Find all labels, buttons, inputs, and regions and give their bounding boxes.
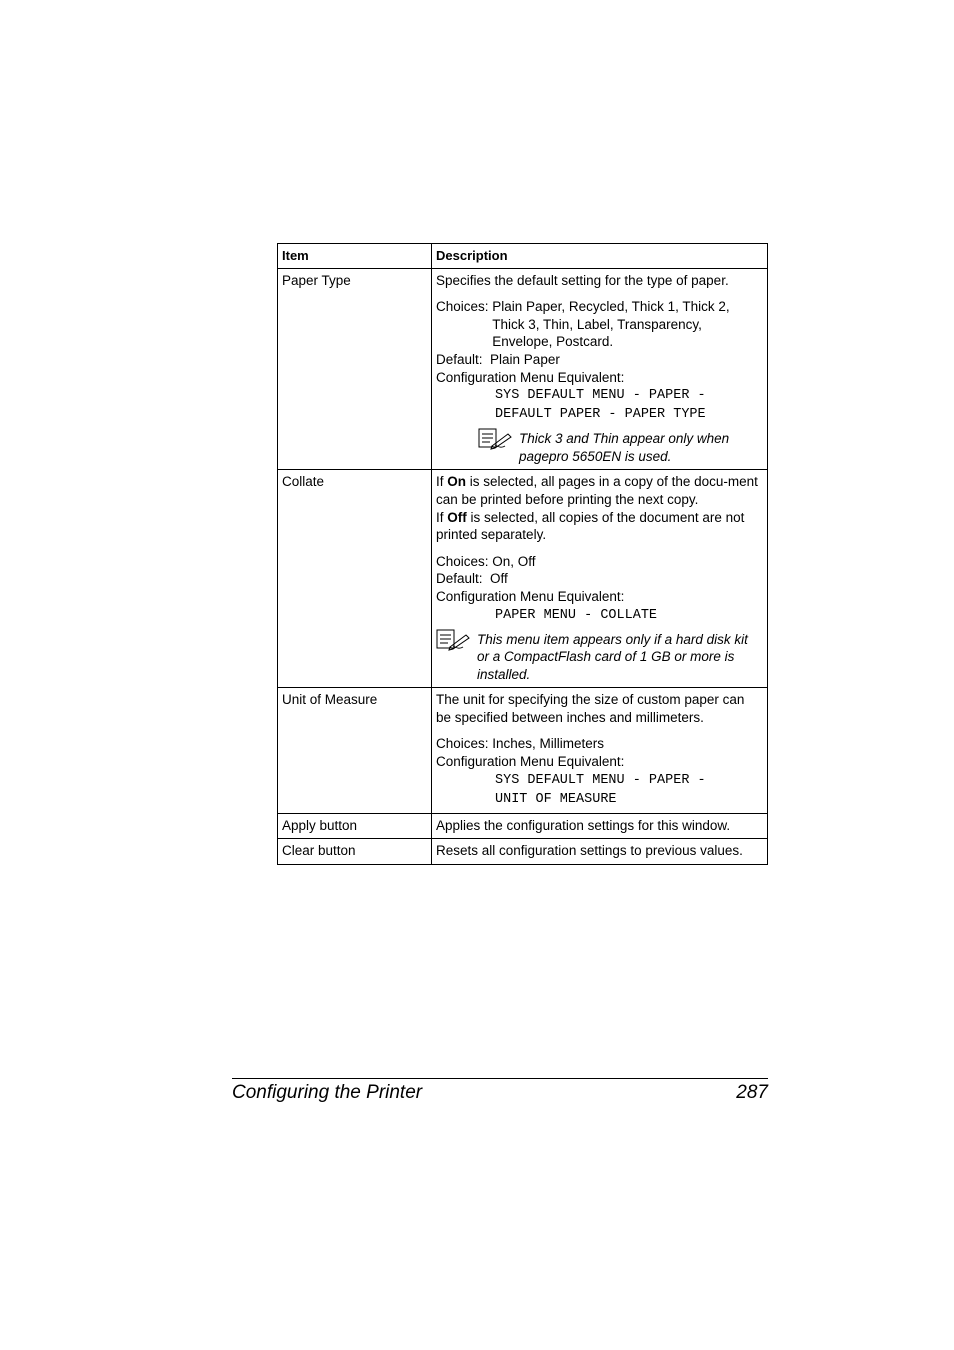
default-label: Default: bbox=[436, 571, 491, 587]
header-item: Item bbox=[278, 244, 432, 269]
header-description: Description bbox=[432, 244, 768, 269]
item-cell: Collate bbox=[278, 470, 432, 688]
choices-line: Choices: On, Off bbox=[436, 553, 536, 569]
choices-value: Plain Paper, Recycled, Thick 1, Thick 2, Thick 3, Thin, Label, Transparency, Envelope, Postcard. bbox=[492, 299, 730, 350]
note-text: This menu item appears only if a hard disk kit or a CompactFlash card of 1 GB or more is installed. bbox=[477, 631, 748, 682]
item-cell: Paper Type bbox=[278, 268, 432, 470]
table-header-row bbox=[278, 244, 768, 269]
description-text: The unit for specifying the size of custom paper can be specified between inches and millimeters. bbox=[436, 692, 745, 725]
menu-path-line: UNIT OF MEASURE bbox=[495, 791, 617, 807]
choices-line: Choices: Inches, Millimeters bbox=[436, 736, 605, 752]
item-cell: Clear button bbox=[278, 839, 432, 865]
default-label: Default: bbox=[436, 351, 491, 367]
config-menu-label: Configuration Menu Equivalent: bbox=[436, 588, 625, 604]
description-cell bbox=[432, 470, 768, 688]
description-cell: Applies the configuration settings for this window. bbox=[432, 813, 768, 839]
collate-off-text: If Off is selected, all copies of the document are not printed separately. bbox=[436, 509, 745, 543]
description-cell: Resets all configuration settings to previous values. bbox=[432, 839, 768, 865]
default-value: Off bbox=[490, 571, 508, 587]
default-value: Plain Paper bbox=[490, 351, 560, 367]
settings-table bbox=[277, 243, 768, 865]
collate-on-text: If On is selected, all pages in a copy of the docu-ment can be printed before printing the next copy. bbox=[436, 474, 758, 507]
description-cell bbox=[432, 268, 768, 470]
item-cell: Apply button bbox=[278, 813, 432, 839]
table-row-apply-button bbox=[278, 813, 768, 839]
table-row-clear-button bbox=[278, 839, 768, 865]
table-row-paper-type bbox=[278, 268, 768, 470]
description-text: Specifies the default setting for the type of paper. bbox=[436, 272, 729, 288]
table-row-unit-of-measure bbox=[278, 688, 768, 813]
note-hand-writing-icon bbox=[436, 629, 472, 651]
choices-line bbox=[436, 298, 763, 351]
note-hand-writing-icon bbox=[478, 428, 514, 450]
menu-path-line: PAPER MENU - COLLATE bbox=[495, 607, 658, 623]
default-line bbox=[436, 351, 763, 369]
choices-label: Choices: bbox=[436, 299, 493, 315]
note-text: Thick 3 and Thin appear only when pagepro 5650EN is used. bbox=[519, 431, 730, 464]
table-row-collate bbox=[278, 470, 768, 688]
config-menu-label: Configuration Menu Equivalent: bbox=[436, 369, 625, 385]
footer-divider bbox=[232, 1078, 768, 1079]
menu-path-line: SYS DEFAULT MENU - PAPER - bbox=[495, 772, 706, 788]
menu-path-line: SYS DEFAULT MENU - PAPER - bbox=[495, 388, 706, 404]
description-cell bbox=[432, 688, 768, 813]
footer-page-number: 287 bbox=[736, 1082, 768, 1103]
note bbox=[436, 631, 763, 684]
menu-path-line: DEFAULT PAPER - PAPER TYPE bbox=[495, 407, 706, 423]
note bbox=[436, 430, 763, 465]
footer-chapter-title: Configuring the Printer bbox=[232, 1082, 423, 1103]
item-cell: Unit of Measure bbox=[278, 688, 432, 813]
config-menu-label: Configuration Menu Equivalent: bbox=[436, 754, 625, 770]
default-line bbox=[436, 570, 763, 588]
